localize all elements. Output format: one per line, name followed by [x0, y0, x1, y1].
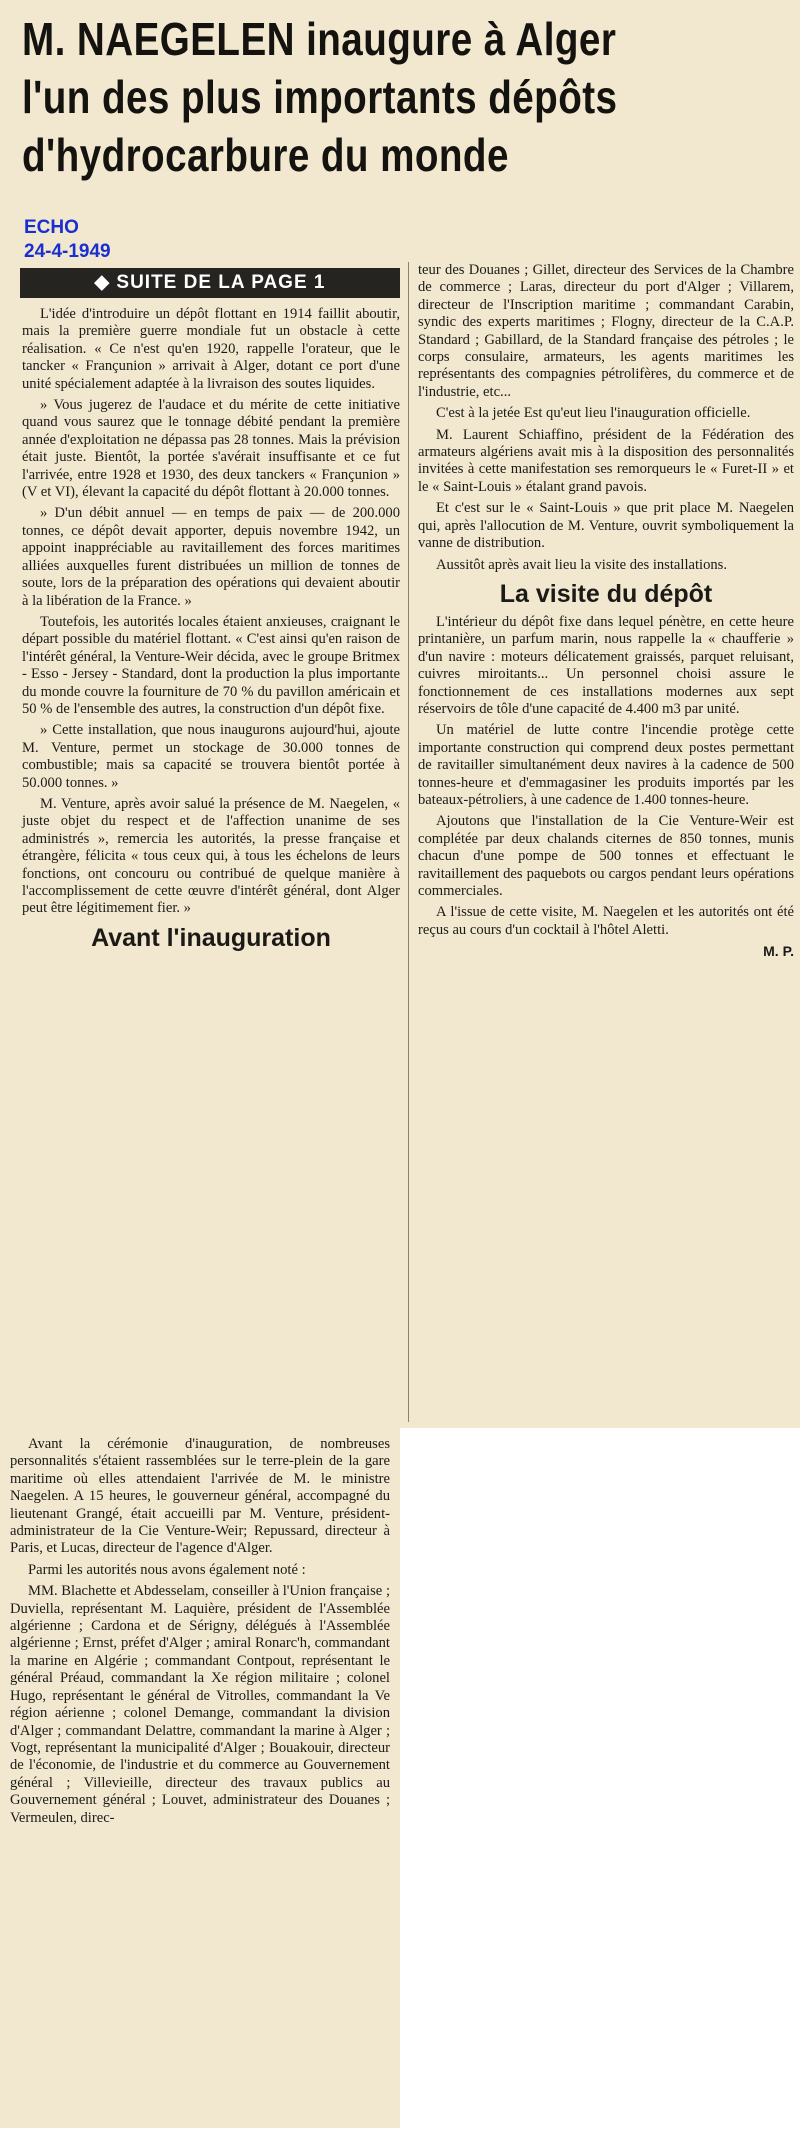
paragraph: L'intérieur du dépôt fixe dans lequel pénètre, en cette heure printanière, un parfum marin, nous rappelle la « chaufferie » d'un navire : moteurs délicatement graissés, parquet reluisant, cuivres miroitants... Un personnel choisi assure le fonctionnement de ces installations modernes aux sept réservoirs de tôle d'une capacité de 4.400 m3 par unité.: [418, 613, 794, 717]
author-signature: M. P.: [763, 943, 794, 960]
paragraph: teur des Douanes ; Gillet, directeur des Services de la Chambre de commerce ; Laras, directeur du port d'Alger ; Villarem, directeur de l'Inscription maritime ; commandant Carabin, syndic des experts maritimes ; Flogny, directeur de la C.A.P. Standard ; Gabillard, de la Standard française des pétroles ; le corps consulaire, armateurs, les agents maritimes les représentants des compagnies pétrolifères, du commerce et de l'industrie, etc...: [418, 262, 794, 400]
paragraph: » Vous jugerez de l'audace et du mérite de cette initiative quand vous saurez que le tonnage débité pendant la première année d'exploitation ne dépassa pas 28 tonnes. Mais la prévision était juste. Bientôt, la portée s'avérait insuffisante et ce fut l'arrivée, entre 1928 et 1930, des deux tanckers « Françunion » (V et VI), élevant la capacité du dépôt flottant à 20.000 tonnes.: [22, 397, 400, 501]
paragraph: Parmi les autorités nous avons également noté :: [28, 1561, 306, 1578]
paragraph: Aussitôt après avait lieu la visite des installations.: [436, 556, 728, 573]
paragraph: » Cette installation, que nous inaugurons aujourd'hui, ajoute M. Venture, permet un stockage de 30.000 tonnes de combustible; mais sa capacité se trouvera bientôt portée à 50.000 tonnes. »: [22, 722, 400, 791]
paragraph: Ajoutons que l'installation de la Cie Venture-Weir est complétée par deux chalands citernes de 850 tonnes, munis chacun d'une pompe de 500 tonnes et effectuant le ravitaillement des paquebots ou cargos pendant leurs opérations commerciales.: [418, 813, 794, 899]
article-column-3: [10, 1436, 390, 1831]
source-stamp: [24, 216, 111, 264]
paragraph: » D'un débit annuel — en temps de paix — de 200.000 tonnes, ce dépôt devait apporter, depuis novembre 1942, un appoint inappréciable au ravitaillement des forces maritimes alliées auxquelles furent distribuées un million de tonnes de soute, lors de la préparation des opérations qui devaient aboutir à la libération de la France. »: [22, 505, 400, 609]
paragraph: A l'issue de cette visite, M. Naegelen et les autorités ont été reçus au cours d'un cocktail à l'hôtel Aletti.: [418, 904, 794, 938]
paragraph: Avant la cérémonie d'inauguration, de nombreuses personnalités s'étaient rassemblées sur le terre-plein de la gare maritime où elles attendaient l'arrivée de M. le ministre Naegelen. A 15 heures, le gouverneur général, accompagné du lieutenant Grangé, était accueilli par M. Venture, président-administrateur de la Cie Venture-Weir; Repussard, directeur à Paris, et Lucas, directeur de l'agence d'Alger.: [10, 1436, 390, 1557]
suite-banner: ◆ SUITE DE LA PAGE 1: [20, 268, 400, 298]
headline-line-2: l'un des plus importants dépôts: [22, 71, 618, 123]
paragraph: L'idée d'introduire un dépôt flottant en 1914 faillit aboutir, mais la première guerre mondiale fut un obstacle à cette réalisation. « Ce n'est qu'en 1920, rappelle l'orateur, que le tancker « Françunion » arrivait à Alger, dotant ce port d'une unité spécialement adaptée à la livraison des soutes liquides.: [22, 306, 400, 392]
article-column-2: [418, 262, 794, 965]
subhead-visite-depot: La visite du dépôt: [499, 579, 713, 608]
headline-line-3: d'hydrocarbure du monde: [22, 129, 509, 181]
article-column-1: [22, 306, 400, 958]
source-name: ECHO: [24, 217, 79, 238]
paragraph: MM. Blachette et Abdesselam, conseiller à l'Union française ; Duviella, représentant M. Laquière, président de l'Assemblée algérienne ; Cardona et de Sérigny, délégués à l'Assemblée algérienne ; Ernst, préfet d'Alger ; amiral Ronarc'h, commandant la marine en Algérie ; commandant Contpout, représentant le général Préaud, commandant la Xe région militaire ; colonel Hugo, représentant le général de Vitrolles, commandant la Ve région aérienne ; colonel Demange, commandant la division d'Alger ; commandant Delattre, commandant la marine à Alger ; Vogt, représentant la municipalité d'Alger ; Bouakouir, directeur de l'économie, de l'industrie et du commerce au Gouvernement général ; Villevieille, directeur des travaux publics au Gouvernement général ; Louvet, administrateur des Douanes ; Vermeulen, direc-: [10, 1583, 390, 1826]
paragraph: M. Laurent Schiaffino, président de la Fédération des armateurs algériens avait mis à la disposition des personnalités invitées à cette manifestation ses remorqueurs le « Furet-II » et le « Saint-Louis » étalant grand pavois.: [418, 426, 794, 495]
headline: [22, 10, 669, 184]
paragraph: M. Venture, après avoir salué la présence de M. Naegelen, « juste objet du respect et de l'affection unanime de ses administrés », remercia les autorités, la presse française et étrangère, félicita « tous ceux qui, à tous les échelons de leurs fonctions, ont concouru ou contribué de quelque manière à l'accomplissement de cette œuvre d'intérêt général, dont Alger peut être légitimement fier. »: [22, 795, 400, 917]
column-divider: [408, 262, 409, 1422]
source-date: 24-4-1949: [24, 241, 111, 262]
paragraph: Un matériel de lutte contre l'incendie protège cette importante construction qui comprend deux postes permettant de ravitailler simultanément deux navires à la cadence de 500 tonnes-heure et d'emmagasiner les produits importés par les bateaux-pétroliers, à une cadence de 1.400 tonnes-heure.: [418, 722, 794, 808]
paragraph: C'est à la jetée Est qu'eut lieu l'inauguration officielle.: [436, 405, 751, 422]
headline-line-1: M. NAEGELEN inaugure à Alger: [22, 13, 617, 65]
paragraph: Toutefois, les autorités locales étaient anxieuses, craignant le départ possible du matériel flottant. « C'est ainsi qu'en raison de l'intérêt général, la Venture-Weir décida, avec le groupe Britmex - Esso - Jersey - Standard, dont la production la plus importante du monde couvre la fourniture de 70 % du pavillon américain et 50 % de l'ensemble des autres, la construction d'un dépôt fixe.: [22, 613, 400, 717]
paragraph: Et c'est sur le « Saint-Louis » que prit place M. Naegelen qui, après l'allocution de M. Venture, ouvrit symboliquement la vanne de distribution.: [418, 500, 794, 552]
subhead-avant-inauguration: Avant l'inauguration: [91, 923, 331, 952]
